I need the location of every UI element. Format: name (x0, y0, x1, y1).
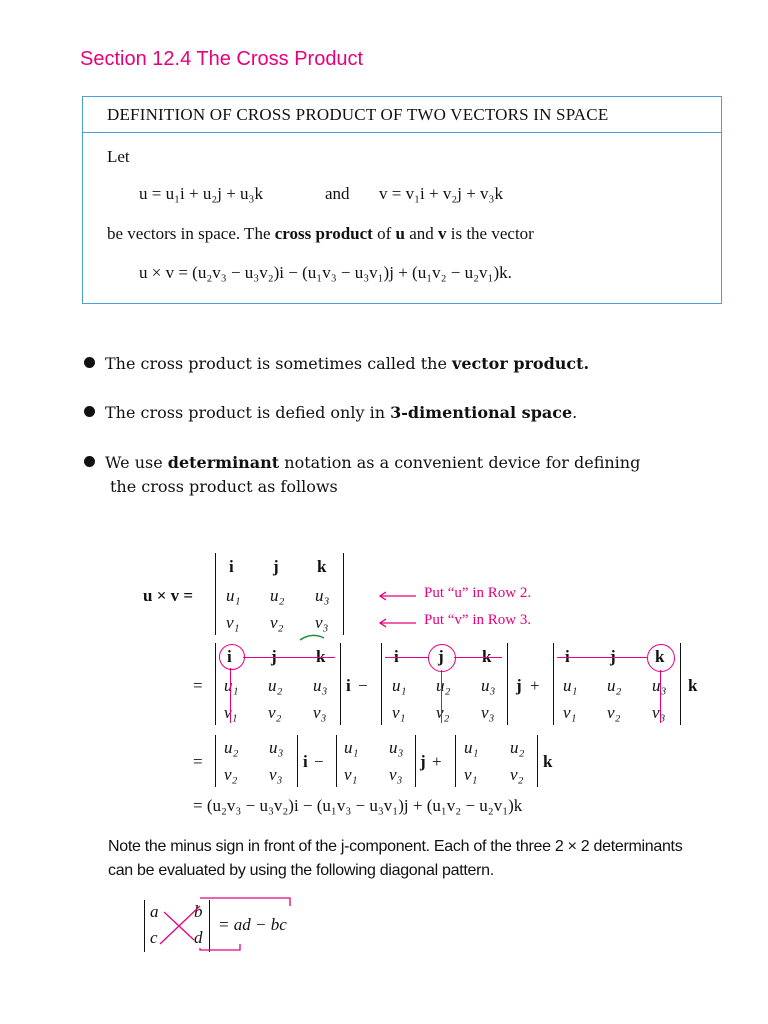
det-cell: v₃ (269, 765, 283, 784)
det-cell: k (655, 647, 665, 666)
det-cell: u₃ (313, 676, 328, 695)
det-cell: u₁ (464, 738, 479, 757)
det-cell: u₃ (269, 738, 284, 757)
pattern-d: d (194, 928, 203, 947)
final-formula: = (u₂v₃ − u₃v₂)i − (u₁v₃ − u₃v₁)j + (u₁v₂ − u₂v₁)k (193, 796, 523, 815)
det-cell: v₃ (389, 765, 403, 784)
bullet-text: The cross product is sometimes called the (105, 354, 453, 373)
det-cell: v₂ (436, 703, 450, 722)
det-cell: i (227, 647, 232, 666)
det-cell: u₂ (436, 676, 451, 695)
det-cell: u₂ (510, 738, 525, 757)
bullet-text: The cross product is defied only in (105, 403, 391, 422)
det-cell: v₂ (607, 703, 621, 722)
plus-sign: + (432, 752, 442, 771)
arrow-path (200, 898, 290, 906)
cross-product-formula: u × v = (u₂v₃ − u₃v₂)i − (u₁v₃ − u₃v₁)j + (u₁v₂ − u₂v₁)k. (139, 263, 512, 282)
det-cell: v₃ (652, 703, 666, 722)
bullet-bold: vector product. (452, 354, 590, 373)
v-definition: v = v₁i + v₂j + v₃k (379, 184, 503, 203)
vectors-sentence-part: of (372, 224, 396, 243)
det-cell: u₃ (481, 676, 496, 695)
det-cell: u₁ (563, 676, 578, 695)
det-cell: u₃ (652, 676, 667, 695)
definition-header: DEFINITION OF CROSS PRODUCT OF TWO VECTORS IN SPACE (107, 105, 609, 124)
bullet-bold: determinant (167, 453, 280, 472)
annotation-row3: Put “v” in Row 3. (424, 612, 532, 628)
det-cell: i (565, 647, 570, 666)
bullet-after: notation as a convenient device for defining (279, 453, 641, 472)
det-cell: j (271, 647, 277, 666)
det-cell: u₂ (224, 738, 239, 757)
det-cell: v₃ (481, 703, 495, 722)
annotation-row2: Put “u” in Row 2. (424, 585, 532, 601)
det-cell: u₁ (224, 676, 239, 695)
det-cell: v₃ (315, 613, 329, 632)
bullet-after: . (572, 403, 578, 422)
det-cell: k (316, 647, 326, 666)
green-mark (300, 635, 324, 640)
minus-sign: − (358, 676, 368, 695)
vectors-sentence-part: is the vector (446, 224, 534, 243)
det-cell: u₃ (315, 586, 330, 605)
det-cell: j (610, 647, 616, 666)
det-cell: i (394, 647, 399, 666)
det-cell: j (438, 647, 444, 666)
j-unit: j (516, 676, 522, 695)
definition-let: Let (107, 147, 130, 166)
i-unit: i (346, 676, 351, 695)
det-cell: v₁ (226, 613, 240, 632)
bullet-continuation: the cross product as follows (110, 477, 338, 496)
det-cell: v₂ (510, 765, 524, 784)
det-cell: v₂ (268, 703, 282, 722)
det-cell: u₁ (226, 586, 241, 605)
k-unit: k (543, 752, 553, 771)
u-symbol: u (395, 224, 405, 243)
det-cell: u₂ (270, 586, 285, 605)
equals-sign: = (193, 676, 203, 695)
cross-product-term: cross product (274, 224, 373, 243)
pattern-c: c (150, 928, 158, 947)
equals-sign: = (193, 752, 203, 771)
note-line-1: Note the minus sign in front of the j-component. Each of the three 2 × 2 determinants (108, 838, 683, 855)
i-unit: i (303, 752, 308, 771)
det-cell: v₃ (313, 703, 327, 722)
det-cell: j (273, 557, 279, 576)
note-line-2: can be evaluated by using the following diagonal pattern. (108, 862, 494, 879)
arrow-path (200, 944, 240, 950)
plus-sign: + (530, 676, 540, 695)
det-cell: v₁ (563, 703, 577, 722)
pattern-result: = ad − bc (218, 915, 287, 934)
det-cell: v₂ (270, 613, 284, 632)
det-cell: u₁ (344, 738, 359, 757)
det-cell: u₃ (389, 738, 404, 757)
bullet-text: We use (105, 453, 168, 472)
bullet-bold: 3-dimentional space (390, 403, 573, 422)
j-unit: j (420, 752, 426, 771)
section-title: Section 12.4 The Cross Product (80, 48, 364, 70)
u-definition: u = u₁i + u₂j + u₃k (139, 184, 263, 203)
vectors-sentence-part: be vectors in space. The (107, 224, 275, 243)
pattern-b: b (194, 902, 203, 921)
det-cell: u₁ (392, 676, 407, 695)
and-word: and (325, 184, 350, 203)
pattern-a: a (150, 902, 159, 921)
det-cell: u₂ (607, 676, 622, 695)
det-cell: v₁ (344, 765, 358, 784)
determinant-lhs: u × v = (143, 586, 194, 605)
det-cell: i (229, 557, 234, 576)
det-cell: u₂ (268, 676, 283, 695)
det-cell: v₁ (224, 703, 238, 722)
minus-sign: − (314, 752, 324, 771)
k-unit: k (688, 676, 698, 695)
vectors-sentence-part: and (404, 224, 438, 243)
v-symbol: v (438, 224, 447, 243)
det-cell: v₂ (224, 765, 238, 784)
det-cell: k (317, 557, 327, 576)
det-cell: k (482, 647, 492, 666)
diagonal-line (160, 906, 200, 944)
det-cell: v₁ (464, 765, 478, 784)
det-cell: v₁ (392, 703, 406, 722)
